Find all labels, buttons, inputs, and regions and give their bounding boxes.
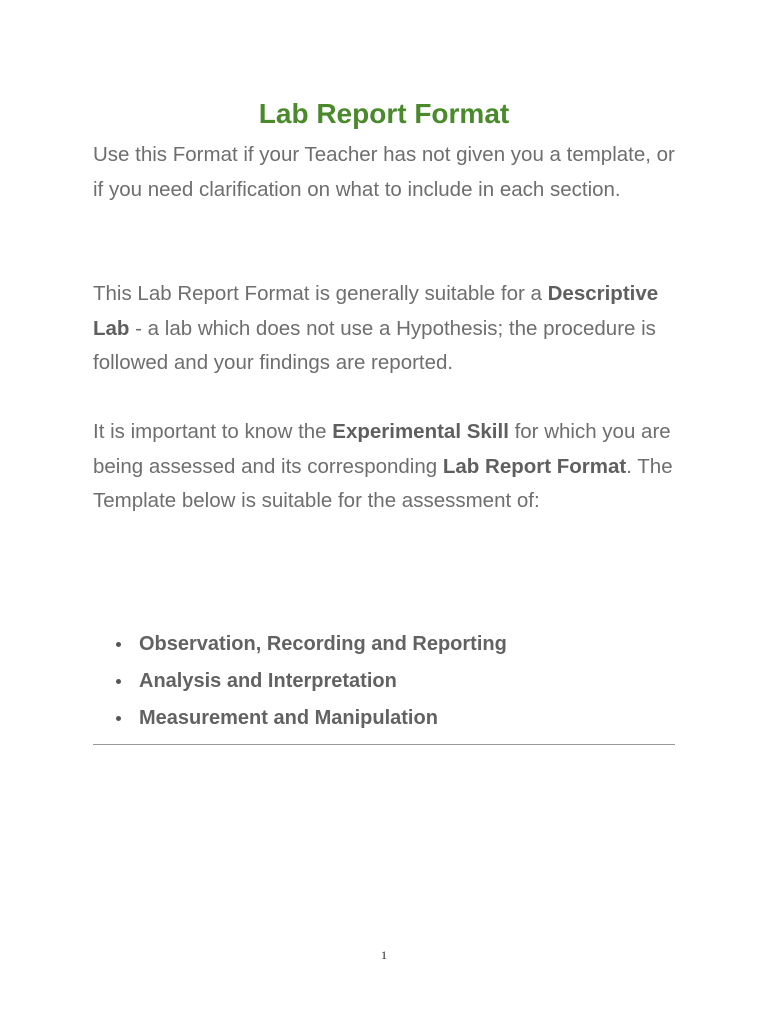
paragraph-text: This Lab Report Format is generally suitable for a <box>93 282 548 305</box>
experimental-skill-paragraph <box>93 415 683 519</box>
list-item <box>93 700 683 737</box>
paragraph-text: It is important to know the <box>93 420 333 443</box>
paragraph-text: for which you are being assessed and its corresponding <box>93 420 671 478</box>
bullet-icon <box>116 642 121 647</box>
descriptive-lab-paragraph <box>93 277 683 381</box>
list-item-label: Observation, Recording and Reporting <box>139 633 507 655</box>
page-number: 1 <box>381 948 387 962</box>
list-item-label: Measurement and Manipulation <box>139 707 438 729</box>
page-title: Lab Report Format <box>258 98 510 129</box>
intro-paragraph: Use this Format if your Teacher has not given you a template, or if you need clarification on what to include in each section. <box>93 143 675 201</box>
bullet-icon <box>116 716 121 721</box>
bold-term-descriptive-lab: Descriptive Lab <box>93 282 659 340</box>
list-item <box>93 626 683 663</box>
section-divider <box>93 744 675 745</box>
paragraph-text: . The Template below is suitable for the assessment of: <box>93 454 673 512</box>
list-item <box>93 663 683 700</box>
bullet-icon <box>116 679 121 684</box>
bold-term-lab-report-format: Lab Report Format <box>442 454 627 478</box>
bold-term-experimental-skill: Experimental Skill <box>332 420 509 443</box>
skills-list <box>93 626 683 737</box>
paragraph-text: - a lab which does not use a Hypothesis; the procedure is followed and your findings are reported. <box>93 316 656 374</box>
list-item-label: Analysis and Interpretation <box>139 670 397 692</box>
